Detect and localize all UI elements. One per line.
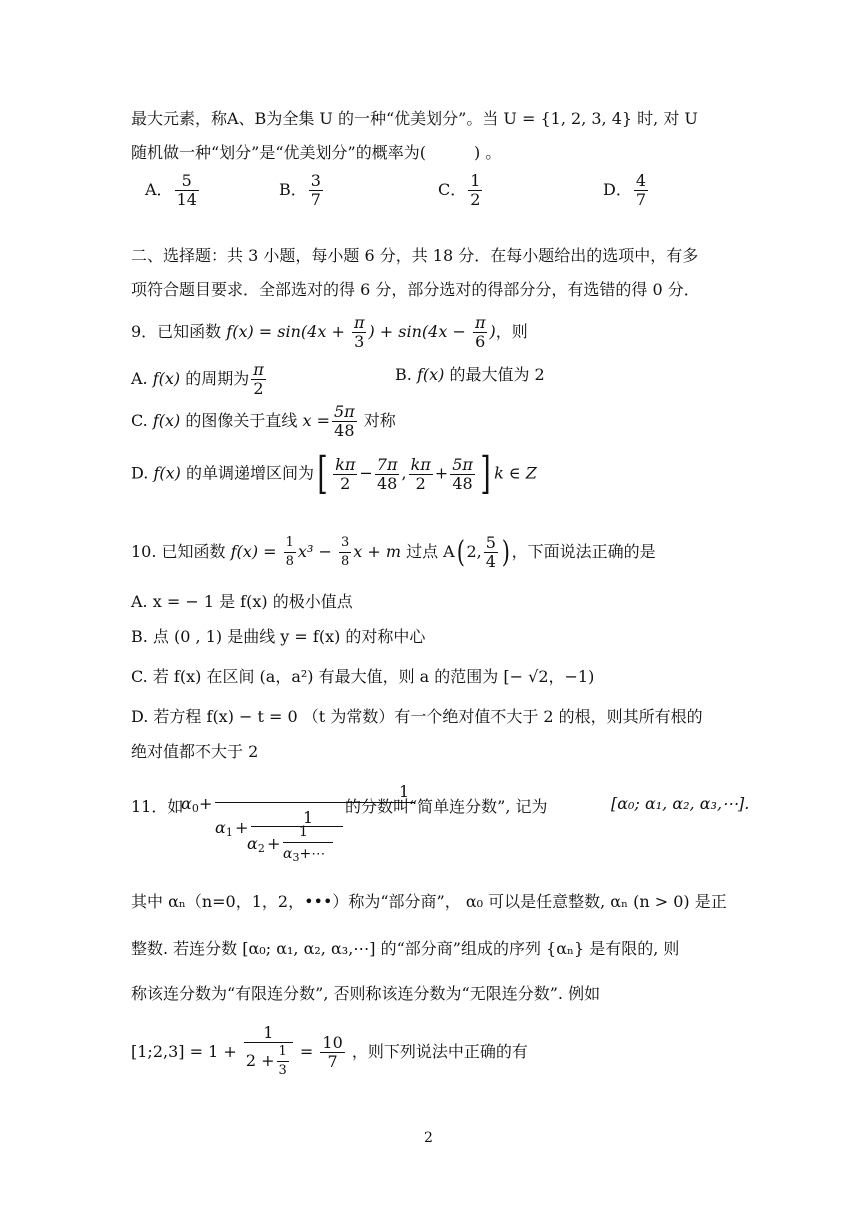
- q9-option-b: B. f(x) 的最大值为 2: [395, 365, 545, 384]
- q8-line-2: 随机做一种“划分”是“优美划分”的概率为( ) 。: [131, 143, 502, 162]
- q8-option-c: C． $\frac{1}{2}$: [438, 171, 481, 209]
- q8-option-d: D． $\frac{4}{7}$: [603, 171, 647, 209]
- q10-option-c: C. 若 f(x) 在区间 (a，a²) 有最大值，则 a 的范围为 [− √2，−1): [131, 667, 595, 686]
- q9-stem: 9．已知函数 f(x) = sin(4x + $\frac{\pi}{3}$ ) + sin(4x − $\frac{\pi}{6}$ )，则: [131, 313, 528, 351]
- q11-line-3: 整数. 若连分数 [α₀; α₁, α₂, α₃,⋯] 的“部分商”组成的序列 {αₙ} 是有限的, 则: [131, 939, 680, 958]
- q11-line-2: 其中 αₙ（n=0，1，2，•••）称为“部分商”， α₀ 可以是任意整数, αₙ (n > 0) 是正: [131, 892, 727, 911]
- q8-option-a: A． $\frac{5}{14}$: [145, 171, 197, 209]
- q10-option-a: A. x = − 1 是 f(x) 的极小值点: [131, 592, 353, 611]
- q11-stem: 11．如 $\alpha_0$ + 1 $\alpha_1$ + 1 $\alpha_2$ + 1 $\alpha_3+\cdots$ 的分数叫“简单连分数”, 记为 [α₀; α₁, α₂, α₃,⋯].: [131, 782, 750, 864]
- q10-option-b: B. 点 (0 , 1) 是曲线 y = f(x) 的对称中心: [131, 627, 426, 646]
- q9-option-a: A. f(x) 的周期为 $\frac{\pi}{2}$: [131, 360, 264, 398]
- section2-line-1: 二、选择题：共 3 小题，每小题 6 分，共 18 分．在每小题给出的选项中，有多: [131, 246, 699, 265]
- q11-line-4: 称该连分数为“有限连分数”, 否则称该连分数为“无限连分数”. 例如: [131, 984, 601, 1003]
- q8-option-b: B． $\frac{3}{7}$: [279, 171, 321, 209]
- q10-stem: 10. 已知函数 f(x) = $\frac{1}{8}$ x³ − $\frac{3}{8}$ x + m 过点 A( 2, $\frac{5}{4}$ ) ，下面说法正确的是: [131, 533, 656, 571]
- q10-option-d-line-2: 绝对值都不大于 2: [131, 742, 259, 761]
- q9-option-d: D. f(x) 的单调递增区间为[ $\frac{k\pi}{2}$ − $\frac{7\pi}{48}$ , $\frac{k\pi}{2}$ + $\frac{5\pi}{48}$ ] k ∈ Z: [131, 448, 537, 499]
- page-number: 2: [424, 1130, 433, 1146]
- q9-option-c: C. f(x) 的图像关于直线 x = $\frac{5\pi}{48}$ 对称: [131, 402, 396, 440]
- q10-option-d-line-1: D. 若方程 f(x) − t = 0 （t 为常数）有一个绝对值不大于 2 的根，则其所有根的: [131, 707, 703, 726]
- q11-example: [1;2,3] = 1 + 1 2 + $\frac{1}{3}$ = $\frac{10}{7}$ ，则下列说法中正确的有: [131, 1023, 528, 1078]
- q8-line-1: 最大元素，称A、B为全集 U 的一种“优美划分”。当 U = {1, 2, 3, 4} 时, 对 U: [131, 109, 698, 128]
- section2-line-2: 项符合题目要求．全部选对的得 6 分，部分选对的得部分分，有选错的得 0 分．: [131, 280, 700, 299]
